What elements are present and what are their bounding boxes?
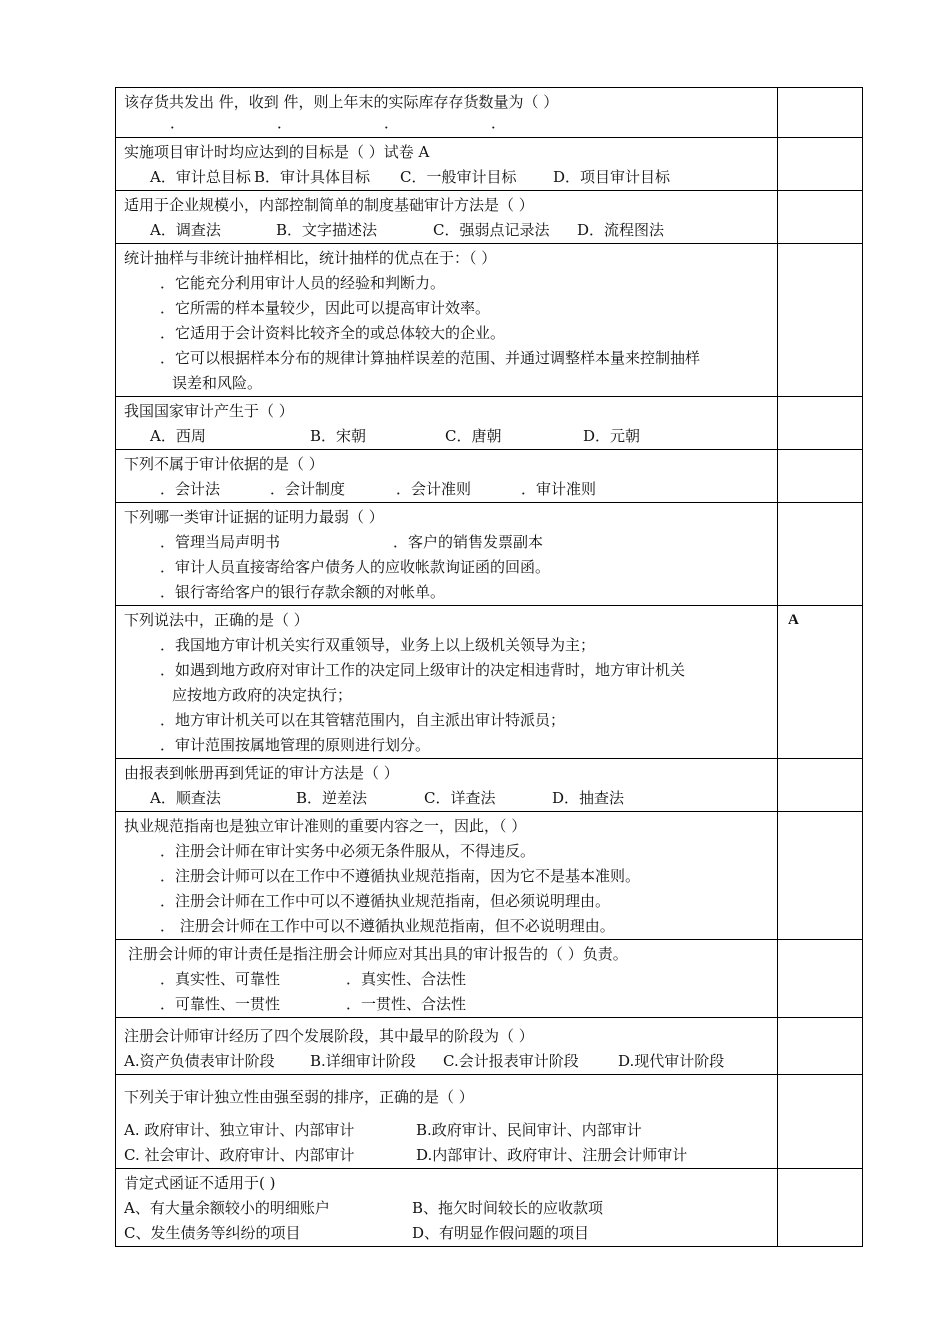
question-cell [116, 244, 778, 397]
question-cell [116, 450, 778, 503]
answer-cell [778, 1169, 863, 1247]
answer-cell [778, 244, 863, 397]
question-stem: 下列不属于审计依据的是（ ） [124, 455, 324, 473]
question-cell [116, 1169, 778, 1247]
question-stem: 下列哪一类审计证据的证明力最弱（ ） [124, 508, 384, 526]
options-row: C、发生债务等纠纷的项目 D、有明显作假问题的项目 [124, 1224, 590, 1242]
answer-cell [778, 88, 863, 138]
question-row [116, 244, 863, 397]
question-row [116, 940, 863, 1018]
options-row: A. 政府审计、独立审计、内部审计 B.政府审计、民间审计、内部审计 [124, 1121, 642, 1139]
question-stem: 该存货共发出 件，收到 件，则上年末的实际库存存货数量为（ ） [124, 93, 559, 111]
question-row [116, 812, 863, 940]
question-cell [116, 759, 778, 812]
question-cell [116, 1018, 778, 1075]
options-row: A．顺查法 B．逆差法 C．详查法 D．抽查法 [150, 789, 625, 807]
question-row [116, 450, 863, 503]
question-stem: 肯定式函证不适用于( ) [124, 1174, 276, 1192]
answer-cell [778, 397, 863, 450]
option-line: ．银行寄给客户的银行存款余额的对帐单。 [160, 583, 446, 601]
question-row [116, 606, 863, 759]
question-stem: 我国国家审计产生于（ ） [124, 402, 294, 420]
options-row: ．管理当局声明书 ．客户的销售发票副本 [160, 533, 544, 551]
question-row [116, 1169, 863, 1247]
question-stem: 注册会计师审计经历了四个发展阶段，其中最早的阶段为（ ） [124, 1027, 534, 1045]
option-line: ．审计人员直接寄给客户债务人的应收帐款询证函的回函。 [160, 558, 551, 576]
options-row: A．审计总目标 B．审计具体目标 C．一般审计目标 D．项目审计目标 [150, 168, 671, 186]
answer-cell [778, 1075, 863, 1169]
answer-cell [778, 759, 863, 812]
option-line: ．它所需的样本量较少，因此可以提高审计效率。 [160, 299, 491, 317]
question-stem: 下列关于审计独立性由强至弱的排序，正确的是（ ） [124, 1088, 474, 1106]
question-cell [116, 138, 778, 191]
option-line: ．注册会计师在审计实务中必须无条件服从，不得违反。 [160, 842, 536, 860]
question-cell [116, 397, 778, 450]
answer-cell [778, 138, 863, 191]
question-row [116, 759, 863, 812]
options-row: ．会计法 ．会计制度 ．会计准则 ．审计准则 [160, 480, 597, 498]
option-line: ．它适用于会计资料比较齐全的或总体较大的企业。 [160, 324, 506, 342]
question-row [116, 88, 863, 138]
question-cell [116, 503, 778, 606]
option-line: ．审计范围按属地管理的原则进行划分。 [160, 736, 431, 754]
question-table [115, 87, 863, 1247]
options-row: A、有大量余额较小的明细账户 B、拖欠时间较长的应收款项 [124, 1199, 604, 1217]
question-cell [116, 812, 778, 940]
option-line: ．注册会计师可以在工作中不遵循执业规范指南，因为它不是基本准则。 [160, 867, 641, 885]
question-stem: 注册会计师的审计责任是指注册会计师应对其出具的审计报告的（ ）负责。 [128, 945, 628, 963]
question-cell [116, 1075, 778, 1169]
option-line: 应按地方政府的决定执行； [172, 686, 353, 704]
option-line: ．注册会计师在工作中可以不遵循执业规范指南，但必须说明理由。 [160, 892, 611, 910]
option-line: ．地方审计机关可以在其管辖范围内，自主派出审计特派员； [160, 711, 566, 729]
answer-cell [778, 450, 863, 503]
question-cell [116, 191, 778, 244]
options-row: ．可靠性、一贯性 ．一贯性、合法性 [160, 995, 467, 1013]
answer-cell: A [778, 606, 863, 759]
answer-cell [778, 503, 863, 606]
question-cell [116, 940, 778, 1018]
options-row: A．调查法 B．文字描述法 C．强弱点记录法 D．流程图法 [150, 221, 665, 239]
blank-marks: ． ． ． ． [170, 114, 507, 132]
answer-cell [778, 191, 863, 244]
options-row: ．真实性、可靠性 ．真实性、合法性 [160, 970, 467, 988]
question-stem: 执业规范指南也是独立审计准则的重要内容之一，因此，（ ） [124, 817, 527, 835]
question-row [116, 191, 863, 244]
question-stem: 统计抽样与非统计抽样相比，统计抽样的优点在于：（ ） [124, 249, 497, 267]
question-cell [116, 88, 778, 138]
question-stem: 由报表到帐册再到凭证的审计方法是（ ） [124, 764, 399, 782]
question-stem: 适用于企业规模小，内部控制简单的制度基础审计方法是（ ） [124, 196, 534, 214]
answer-cell [778, 812, 863, 940]
option-line: ．我国地方审计机关实行双重领导，业务上以上级机关领导为主； [160, 636, 596, 654]
option-line: ．它能充分利用审计人员的经验和判断力。 [160, 274, 446, 292]
question-row [116, 1018, 863, 1075]
question-stem: 实施项目审计时均应达到的目标是（ ）试卷 A [124, 143, 430, 161]
option-line: ．如遇到地方政府对审计工作的决定同上级审计的决定相违背时，地方审计机关 [160, 661, 686, 679]
question-row [116, 1075, 863, 1169]
question-row [116, 397, 863, 450]
answer-cell [778, 1018, 863, 1075]
options-row: C. 社会审计、政府审计、内部审计 D.内部审计、政府审计、注册会计师审计 [124, 1146, 688, 1164]
answer-cell [778, 940, 863, 1018]
option-line: ．它可以根据样本分布的规律计算抽样误差的范围、并通过调整样本量来控制抽样 [160, 349, 701, 367]
options-row: A．西周 B．宋朝 C．唐朝 D．元朝 [150, 427, 641, 445]
question-stem: 下列说法中，正确的是（ ） [124, 611, 309, 629]
options-row: A.资产负债表审计阶段 B.详细审计阶段 C.会计报表审计阶段 D.现代审计阶段 [124, 1052, 725, 1070]
question-row [116, 503, 863, 606]
question-cell [116, 606, 778, 759]
option-line: ． 注册会计师在工作中可以不遵循执业规范指南，但不必说明理由。 [160, 917, 615, 935]
question-row [116, 138, 863, 191]
option-line: 误差和风险。 [172, 374, 263, 392]
